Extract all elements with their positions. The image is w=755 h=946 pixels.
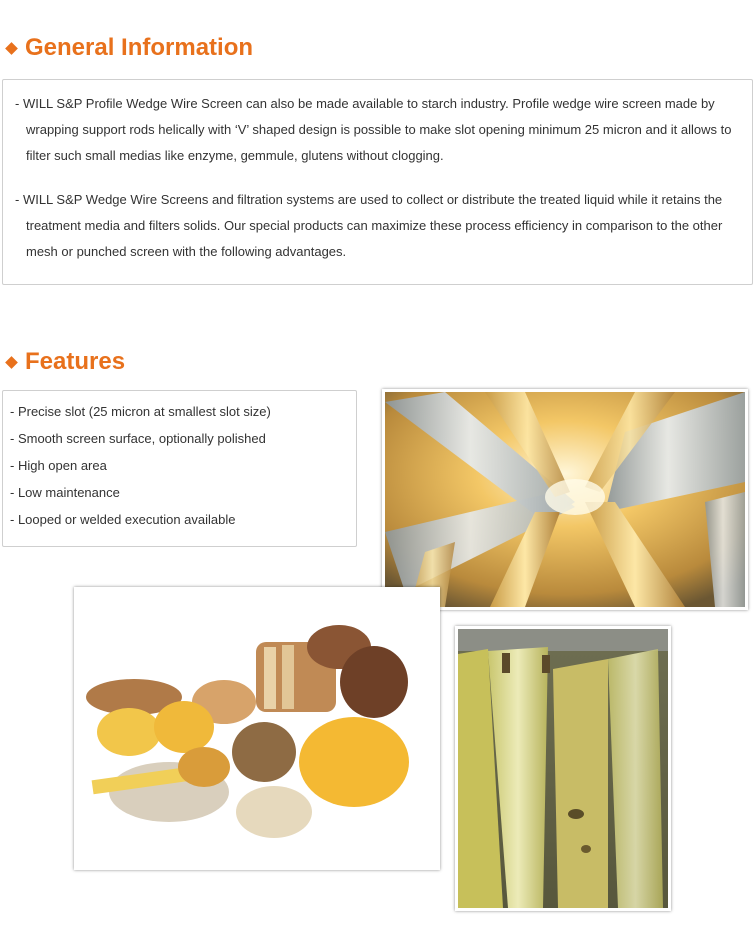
industrial-pipes-photo: [382, 389, 748, 610]
general-information-heading: [4, 34, 253, 62]
feature-item: - Smooth screen surface, optionally polished: [10, 431, 266, 446]
feature-item: - Looped or welded execution available: [10, 512, 236, 527]
features-box: [2, 390, 357, 547]
general-paragraph-1: - WILL S&P Profile Wedge Wire Screen can also be made available to starch industry. Profile wedge wire screen made by wrapping support rods helically with ‘V’ shaped design is possible to make slot opening minimum 25 micron and it allows to filter such small medias like enzyme, gemmule, glutens without clogging.: [15, 96, 732, 163]
diamond-bullet-icon: [5, 356, 18, 369]
feature-item: - Precise slot (25 micron at smallest slot size): [10, 404, 271, 419]
starch-screen-photo: [455, 626, 671, 911]
general-information-box: [2, 79, 753, 285]
general-information-title: General Information: [25, 34, 254, 61]
diamond-bullet-icon: [5, 42, 18, 55]
general-paragraph-2: - WILL S&P Wedge Wire Screens and filtration systems are used to collect or distribute the treated liquid while it retains the treatment media and filters solids. Our special products can maximize these process efficiency in comparison to the other mesh or punched screen with the following advantages.: [15, 192, 723, 259]
features-list: [5, 398, 356, 533]
feature-item: - Low maintenance: [10, 485, 120, 500]
pasta-and-bread-photo: [74, 587, 440, 870]
features-heading: [4, 348, 125, 376]
feature-item: - High open area: [10, 458, 107, 473]
features-title: Features: [25, 348, 126, 375]
